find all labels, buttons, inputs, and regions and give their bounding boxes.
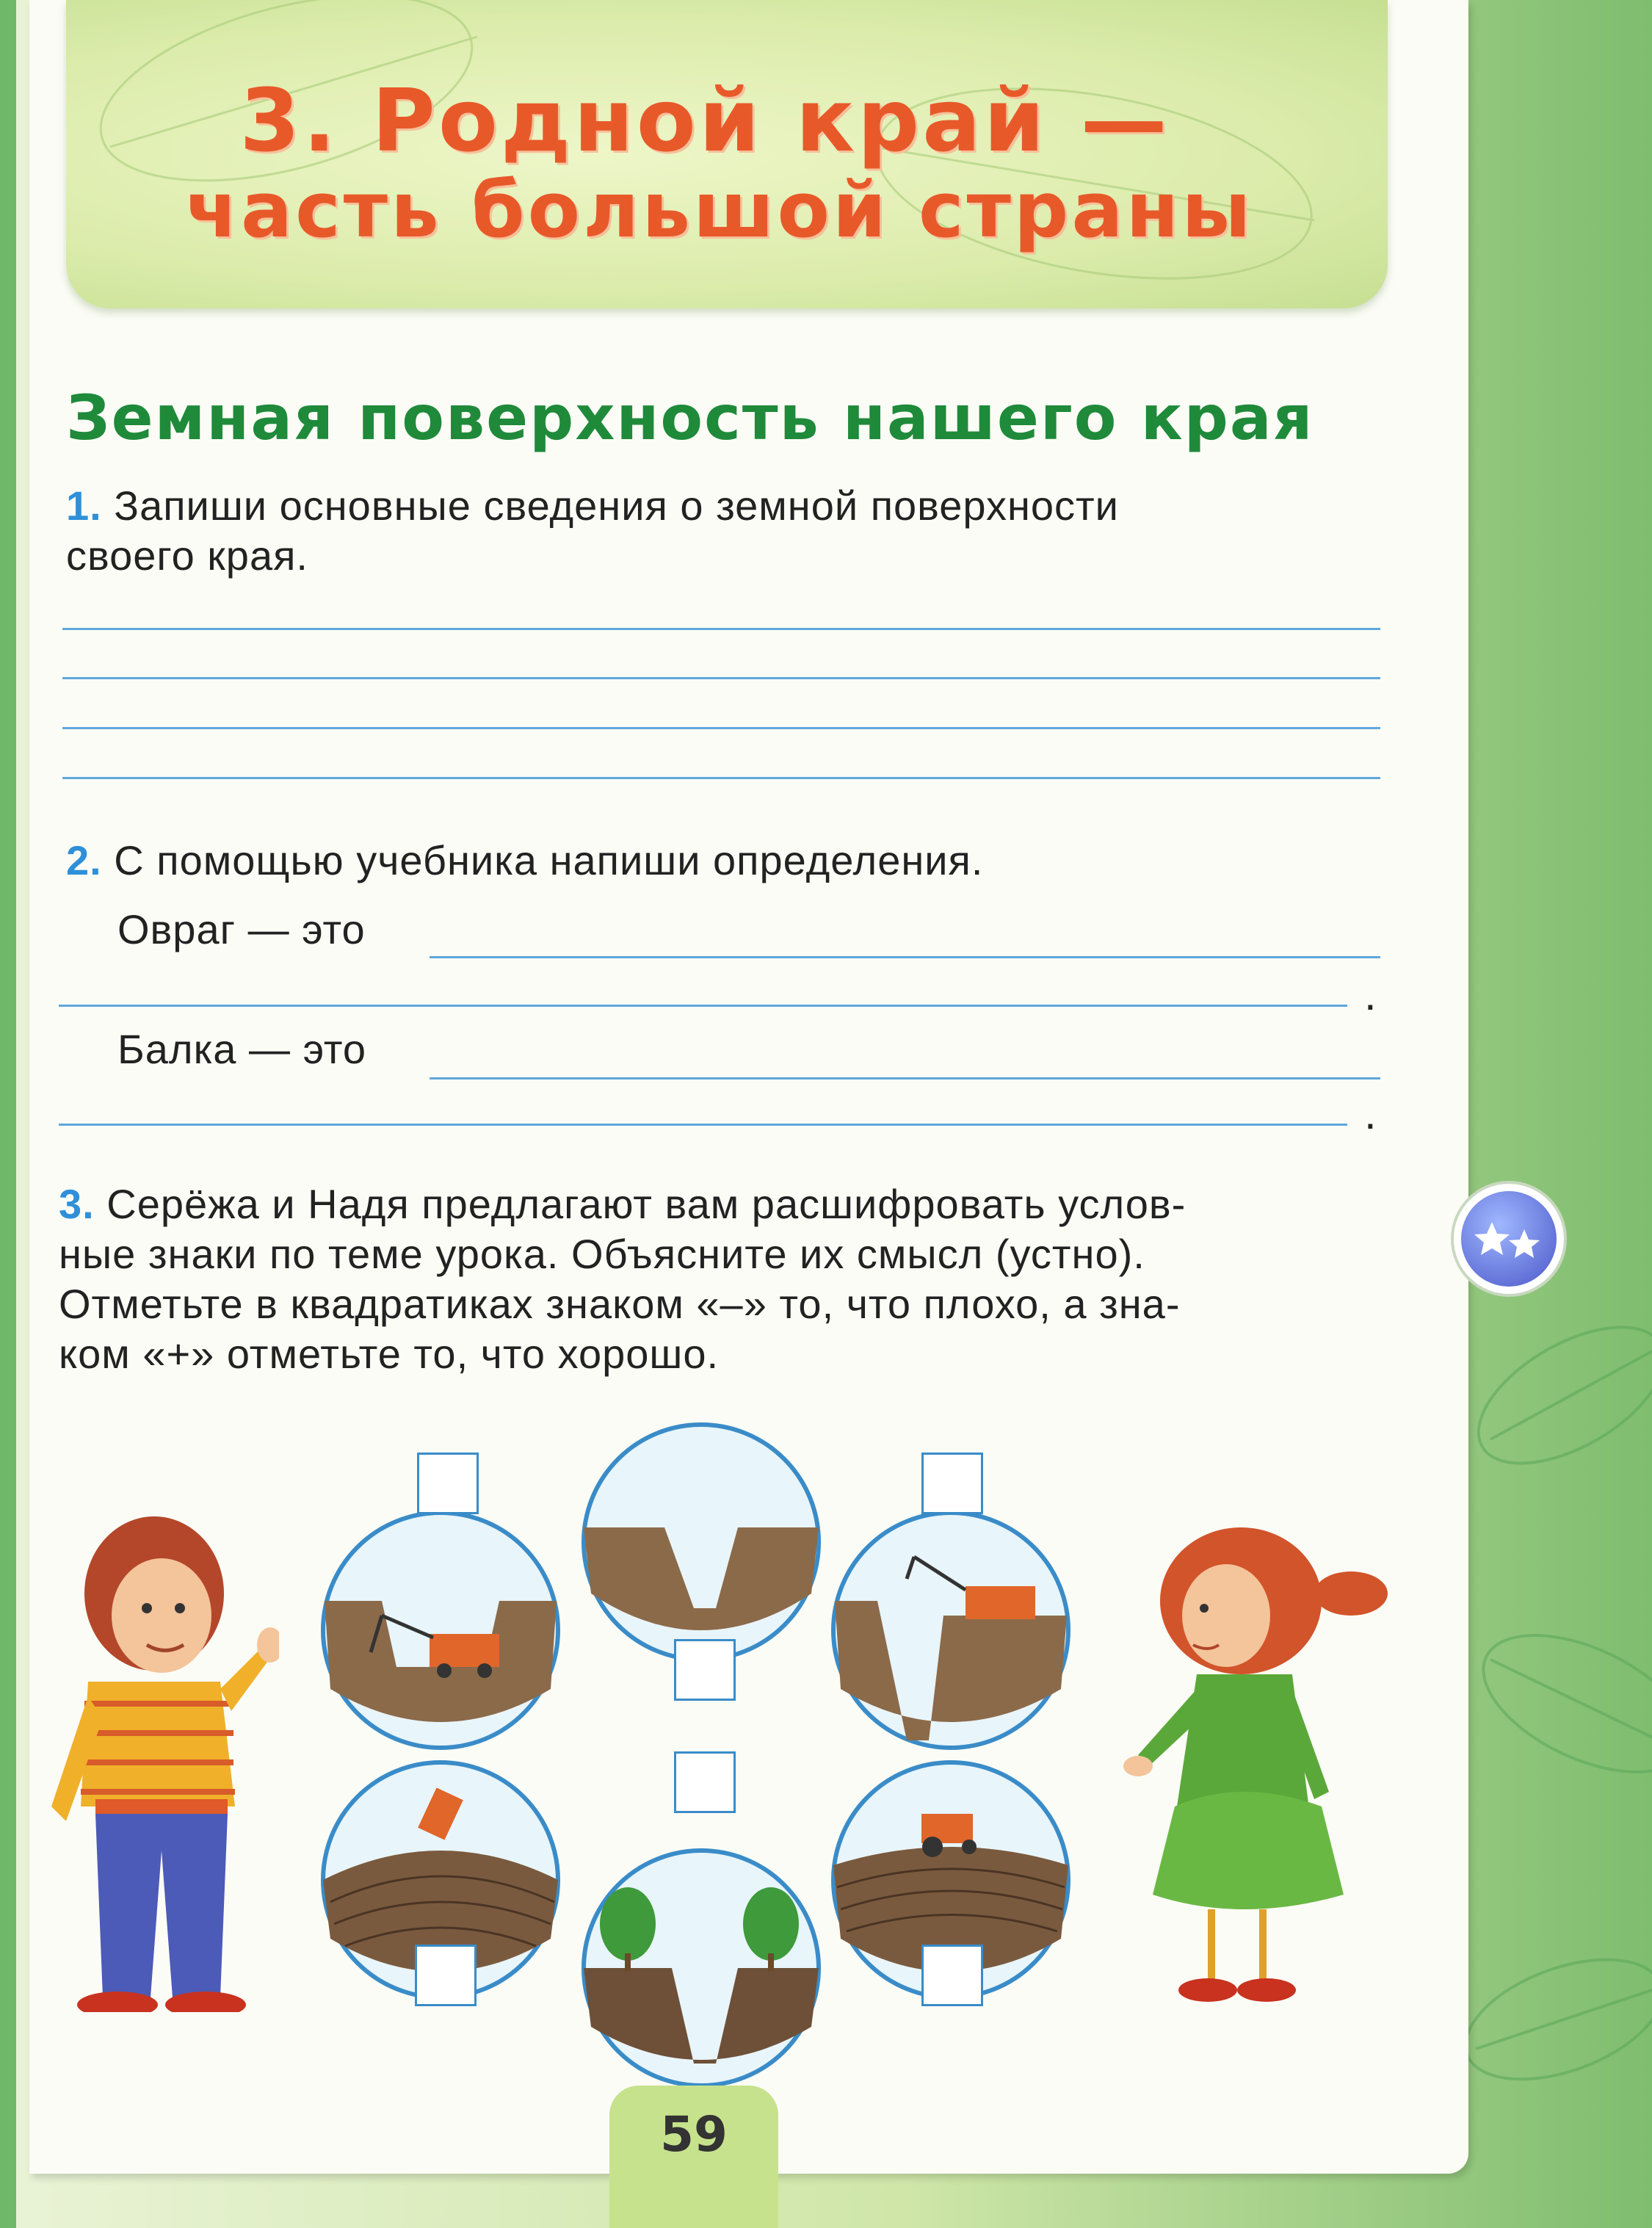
ravine-picture xyxy=(576,1417,826,1667)
checkbox-ravine[interactable] xyxy=(674,1639,736,1701)
balka-line-1[interactable] xyxy=(430,1077,1380,1079)
trees-ravine-picture xyxy=(576,1843,826,2093)
ovrag-line-2[interactable] xyxy=(59,1005,1347,1007)
ovrag-end-dot: . xyxy=(1364,970,1377,1019)
excavator-pit-picture xyxy=(316,1505,565,1755)
answer-line-3[interactable] xyxy=(62,727,1380,729)
boy-seryozha-illustration xyxy=(37,1498,279,2012)
leaf-decoration-icon xyxy=(1461,1248,1652,2203)
excavator-dumping-picture xyxy=(826,1505,1076,1755)
task1 xyxy=(66,481,1388,531)
scene-excavator-dumping xyxy=(826,1505,1076,1759)
balka-end-dot: . xyxy=(1364,1089,1377,1138)
stars-glyph-icon xyxy=(1461,1191,1557,1287)
task2-text: С помощью учебника напиши определения. xyxy=(114,837,984,883)
girl-nadya-illustration xyxy=(1109,1513,1402,2019)
task3-text-line1: Серёжа и Надя предлагают вам расшифровать услов- xyxy=(106,1181,1187,1227)
chapter-title-line1: 3. Родной край — xyxy=(239,70,1170,171)
task1-text-line2: своего края. xyxy=(66,532,308,579)
task2 xyxy=(66,836,1388,886)
term-ovrag: Овраг — это xyxy=(117,906,366,952)
checkbox-plowing-across[interactable] xyxy=(415,1945,477,2006)
task3-line2: ные знаки по теме урока. Объясните их смысл (устно). xyxy=(59,1231,1145,1277)
task3-line1 xyxy=(59,1179,1395,1229)
task1-text-line1: Запиши основные сведения о земной поверхности xyxy=(114,482,1119,529)
page-edge-strip xyxy=(0,0,16,2228)
checkbox-trees-ravine[interactable] xyxy=(674,1751,736,1813)
term-balka: Балка — это xyxy=(117,1026,367,1072)
task3-number: 3. xyxy=(59,1181,95,1227)
answer-line-4[interactable] xyxy=(62,777,1380,779)
section-title: Земная поверхность нашего края xyxy=(66,382,1314,454)
chapter-title-line2: часть большой страны xyxy=(185,165,1254,255)
page-number: 59 xyxy=(660,2106,728,2163)
task2-number: 2. xyxy=(66,837,102,883)
scene-excavator-pit xyxy=(316,1505,565,1759)
two-stars-icon xyxy=(1454,1184,1564,1294)
task1-number: 1. xyxy=(66,482,102,529)
scene-ravine xyxy=(576,1417,826,1671)
checkbox-excavator-dumping[interactable] xyxy=(921,1453,983,1514)
ovrag-line-1[interactable] xyxy=(430,956,1380,958)
checkbox-excavator-pit[interactable] xyxy=(417,1453,479,1514)
balka-line-2[interactable] xyxy=(59,1124,1347,1126)
checkbox-tractor-slope[interactable] xyxy=(921,1945,983,2006)
task3-line3: Отметьте в квадратиках знаком «–» то, что плохо, а зна- xyxy=(59,1281,1181,1327)
task3-line4: ком «+» отметьте то, что хорошо. xyxy=(59,1331,720,1377)
scene-trees-ravine xyxy=(576,1843,826,2097)
answer-line-1[interactable] xyxy=(62,628,1380,630)
answer-line-2[interactable] xyxy=(62,677,1380,679)
